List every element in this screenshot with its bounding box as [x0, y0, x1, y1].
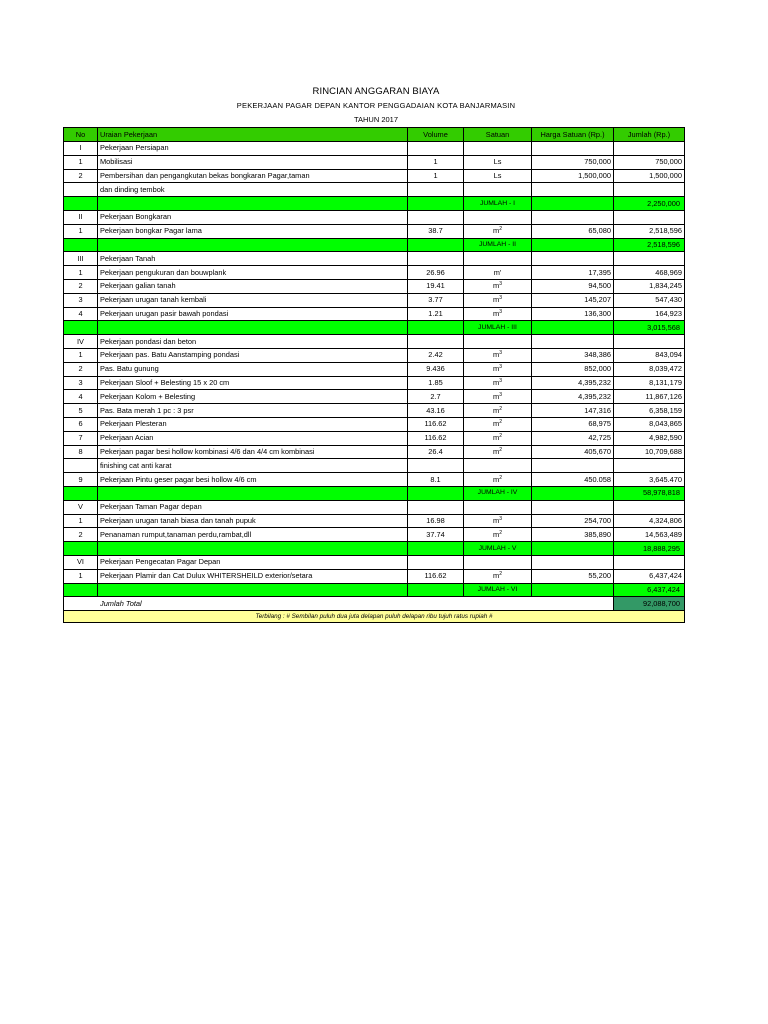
row-no [64, 459, 98, 473]
row-desc [98, 197, 408, 211]
row-total [614, 142, 685, 156]
unit-exponent: 2 [499, 433, 502, 440]
row-no: 4 [64, 390, 98, 404]
row-volume [408, 197, 464, 211]
row-unit [464, 348, 532, 362]
unit-text: m [493, 419, 500, 429]
row-no: IV [64, 335, 98, 349]
row-unit [464, 169, 532, 183]
row-total: 8,039,472 [614, 362, 685, 376]
unit-exponent: 3 [499, 377, 502, 384]
row-desc [98, 486, 408, 500]
unit-exponent: 3 [499, 391, 502, 398]
subtotal-label: JUMLAH - V [464, 542, 532, 556]
table-row [64, 279, 685, 293]
table-row [64, 390, 685, 404]
unit-text: m [493, 377, 500, 387]
row-desc: Pekerjaan galian tanah [98, 279, 408, 293]
row-volume: 2.7 [408, 390, 464, 404]
table-row [64, 473, 685, 487]
row-total [614, 210, 685, 224]
unit-text: m [493, 281, 500, 291]
row-unit [464, 362, 532, 376]
row-volume: 9.436 [408, 362, 464, 376]
row-no: 9 [64, 473, 98, 487]
row-volume: 38.7 [408, 224, 464, 238]
row-desc: Pekerjaan Plesteran [98, 417, 408, 431]
unit-exponent: 2 [499, 446, 502, 453]
row-desc: Pekerjaan Acian [98, 431, 408, 445]
row-unit [464, 459, 532, 473]
row-price: 4,395,232 [532, 376, 614, 390]
row-price [532, 335, 614, 349]
row-total: 10,709,688 [614, 445, 685, 459]
row-desc: Pekerjaan urugan tanah kembali [98, 293, 408, 307]
row-volume: 1 [408, 169, 464, 183]
row-no [64, 542, 98, 556]
row-no: 1 [64, 266, 98, 280]
row-desc: Pekerjaan pengukuran dan bouwplank [98, 266, 408, 280]
row-no: 2 [64, 279, 98, 293]
row-price: 254,700 [532, 514, 614, 528]
row-price [532, 252, 614, 266]
row-desc [98, 583, 408, 597]
table-row [64, 445, 685, 459]
row-volume: 37.74 [408, 528, 464, 542]
row-total: 2,518,596 [614, 224, 685, 238]
unit-text: m [493, 350, 500, 360]
table-row [64, 431, 685, 445]
row-price [532, 583, 614, 597]
row-total: 6,358,159 [614, 404, 685, 418]
continuation-row [64, 459, 685, 473]
row-volume: 1 [408, 155, 464, 169]
row-unit [464, 500, 532, 514]
section-row [64, 252, 685, 266]
unit-text: m [493, 446, 500, 456]
grand-total-row [64, 597, 685, 611]
row-volume: 116.62 [408, 569, 464, 583]
row-volume: 43.16 [408, 404, 464, 418]
section-row [64, 500, 685, 514]
table-row [64, 528, 685, 542]
row-unit [464, 528, 532, 542]
subtotal-label: JUMLAH - I [464, 197, 532, 211]
report-year: TAHUN 2017 [353, 115, 399, 124]
subtotal-value: 2,250,000 [614, 197, 685, 211]
unit-text: m [493, 474, 500, 484]
table-row [64, 348, 685, 362]
row-desc: Pekerjaan Tanah [98, 252, 408, 266]
row-no: 1 [64, 155, 98, 169]
row-no: 1 [64, 514, 98, 528]
unit-exponent: 3 [499, 350, 502, 357]
row-unit [464, 155, 532, 169]
table-row [64, 376, 685, 390]
row-volume [408, 335, 464, 349]
unit-exponent: 2 [499, 405, 502, 412]
subtotal-value: 18,888,295 [614, 542, 685, 556]
row-price: 385,890 [532, 528, 614, 542]
row-no: III [64, 252, 98, 266]
section-row [64, 335, 685, 349]
row-price: 450.058 [532, 473, 614, 487]
row-volume [408, 238, 464, 252]
section-row [64, 210, 685, 224]
row-price: 55,200 [532, 569, 614, 583]
row-desc: finishing cat anti karat [98, 459, 408, 473]
row-desc: Pas. Bata merah 1 pc : 3 psr [98, 404, 408, 418]
row-price [532, 238, 614, 252]
unit-exponent: 3 [499, 364, 502, 371]
unit-exponent: 3 [499, 308, 502, 315]
row-desc: Pekerjaan urugan pasir bawah pondasi [98, 307, 408, 321]
row-no: VI [64, 555, 98, 569]
row-volume: 116.62 [408, 417, 464, 431]
row-total: 1,834,245 [614, 279, 685, 293]
unit-exponent: 2 [499, 571, 502, 578]
row-unit [464, 307, 532, 321]
row-total: 843,094 [614, 348, 685, 362]
row-unit [464, 252, 532, 266]
row-unit [464, 473, 532, 487]
row-price: 65,080 [532, 224, 614, 238]
subtotal-value: 6,437,424 [614, 583, 685, 597]
row-total: 468,969 [614, 266, 685, 280]
unit-text: m [493, 364, 500, 374]
row-total: 1,500,000 [614, 169, 685, 183]
row-volume [408, 583, 464, 597]
row-volume: 3.77 [408, 293, 464, 307]
row-total: 14,563,489 [614, 528, 685, 542]
row-price [532, 142, 614, 156]
row-no: 1 [64, 224, 98, 238]
row-no: 3 [64, 376, 98, 390]
row-total [614, 459, 685, 473]
table-row [64, 293, 685, 307]
unit-exponent: 3 [499, 295, 502, 302]
row-price: 145,207 [532, 293, 614, 307]
header-volume: Volume [408, 128, 464, 142]
row-volume [408, 142, 464, 156]
row-price [532, 210, 614, 224]
row-total: 4,324,806 [614, 514, 685, 528]
row-price: 17,395 [532, 266, 614, 280]
row-desc [98, 542, 408, 556]
row-volume: 16.98 [408, 514, 464, 528]
row-desc: dan dinding tembok [98, 183, 408, 197]
header-uraian: Uraian Pekerjaan [98, 128, 408, 142]
terbilang-text: Terbilang : # Sembilan puluh dua juta delapan puluh delapan ribu tujuh ratus rupiah # [64, 611, 685, 623]
subtotal-row [64, 583, 685, 597]
row-unit [464, 210, 532, 224]
subtotal-row [64, 321, 685, 335]
unit-text: Ls [493, 157, 502, 167]
row-total: 11,867,126 [614, 390, 685, 404]
report-title: RINCIAN ANGGARAN BIAYA [312, 86, 440, 97]
subtotal-value: 3,015,568 [614, 321, 685, 335]
row-unit [464, 569, 532, 583]
row-desc: Pekerjaan urugan tanah biasa dan tanah pupuk [98, 514, 408, 528]
row-price: 42,725 [532, 431, 614, 445]
row-price: 750,000 [532, 155, 614, 169]
subtotal-label: JUMLAH - III [464, 321, 532, 335]
table-header-row [64, 128, 685, 142]
row-volume: 1.21 [408, 307, 464, 321]
row-price [532, 486, 614, 500]
row-unit [464, 404, 532, 418]
report-subtitle: PEKERJAAN PAGAR DEPAN KANTOR PENGGADAIAN KOTA BANJARMASIN [236, 101, 516, 110]
row-volume [408, 183, 464, 197]
unit-text: m [493, 433, 500, 443]
unit-text: m [493, 295, 500, 305]
row-price [532, 542, 614, 556]
row-no: 4 [64, 307, 98, 321]
row-unit [464, 390, 532, 404]
row-unit [464, 142, 532, 156]
row-price [532, 183, 614, 197]
unit-text: m [493, 571, 500, 581]
subtotal-label: JUMLAH - II [464, 238, 532, 252]
row-price [532, 500, 614, 514]
row-price [532, 197, 614, 211]
unit-exponent: 2 [499, 419, 502, 426]
row-price: 4,395,232 [532, 390, 614, 404]
row-desc [98, 238, 408, 252]
row-desc: Pekerjaan pondasi dan beton [98, 335, 408, 349]
unit-text: m [493, 405, 500, 415]
table-row [64, 362, 685, 376]
report-titles [0, 84, 768, 126]
row-desc: Pekerjaan bongkar Pagar lama [98, 224, 408, 238]
row-unit [464, 376, 532, 390]
row-volume: 1.85 [408, 376, 464, 390]
unit-text: m [493, 308, 500, 318]
header-harga: Harga Satuan (Rp.) [532, 128, 614, 142]
section-row [64, 555, 685, 569]
row-total [614, 335, 685, 349]
row-volume [408, 486, 464, 500]
row-no: II [64, 210, 98, 224]
row-no [64, 197, 98, 211]
row-no: 2 [64, 362, 98, 376]
row-price: 68,975 [532, 417, 614, 431]
row-volume: 26.96 [408, 266, 464, 280]
row-total [614, 555, 685, 569]
row-no [64, 583, 98, 597]
row-volume: 26.4 [408, 445, 464, 459]
row-unit [464, 555, 532, 569]
table-row [64, 404, 685, 418]
row-desc: Pekerjaan Persiapan [98, 142, 408, 156]
row-no [64, 238, 98, 252]
row-no: 2 [64, 169, 98, 183]
table-row [64, 224, 685, 238]
unit-text: m [493, 391, 500, 401]
row-total: 164,923 [614, 307, 685, 321]
unit-exponent: 3 [499, 515, 502, 522]
continuation-row [64, 183, 685, 197]
row-no: 6 [64, 417, 98, 431]
unit-exponent: 3 [499, 281, 502, 288]
row-price [532, 459, 614, 473]
row-unit [464, 279, 532, 293]
row-desc: Mobilisasi [98, 155, 408, 169]
row-desc: Pekerjaan pagar besi hollow kombinasi 4/6 dan 4/4 cm kombinasi [98, 445, 408, 459]
row-no: V [64, 500, 98, 514]
row-volume [408, 459, 464, 473]
row-price: 852,000 [532, 362, 614, 376]
row-volume [408, 252, 464, 266]
row-desc: Pas. Batu gunung [98, 362, 408, 376]
terbilang-row [64, 611, 685, 623]
table-row [64, 266, 685, 280]
row-no [64, 486, 98, 500]
row-unit [464, 224, 532, 238]
table-row [64, 307, 685, 321]
row-no [64, 321, 98, 335]
row-price: 405,670 [532, 445, 614, 459]
row-price: 348,386 [532, 348, 614, 362]
header-jumlah: Jumlah (Rp.) [614, 128, 685, 142]
subtotal-row [64, 197, 685, 211]
subtotal-row [64, 238, 685, 252]
row-volume [408, 500, 464, 514]
row-desc: Pekerjaan Pengecatan Pagar Depan [98, 555, 408, 569]
table-row [64, 169, 685, 183]
row-desc: Pekerjaan Sloof + Belesting 15 x 20 cm [98, 376, 408, 390]
row-desc: Pekerjaan Taman Pagar depan [98, 500, 408, 514]
row-total: 4,982,590 [614, 431, 685, 445]
row-total [614, 183, 685, 197]
table-row [64, 514, 685, 528]
row-unit [464, 431, 532, 445]
row-volume: 8.1 [408, 473, 464, 487]
row-total: 547,430 [614, 293, 685, 307]
unit-text: m' [493, 267, 502, 277]
row-desc: Pembersihan dan pengangkutan bekas bongkaran Pagar,taman [98, 169, 408, 183]
row-total: 750,000 [614, 155, 685, 169]
subtotal-value: 58,978,818 [614, 486, 685, 500]
grand-total-label: Jumlah Total [64, 597, 614, 611]
row-volume [408, 210, 464, 224]
row-price: 147,316 [532, 404, 614, 418]
subtotal-value: 2,518,596 [614, 238, 685, 252]
unit-text: m [493, 515, 500, 525]
row-unit [464, 514, 532, 528]
unit-text: m [493, 226, 500, 236]
unit-exponent: 2 [499, 474, 502, 481]
row-volume [408, 555, 464, 569]
row-unit [464, 183, 532, 197]
unit-text: Ls [493, 170, 502, 180]
row-unit [464, 293, 532, 307]
row-desc: Pekerjaan Bongkaran [98, 210, 408, 224]
row-desc: Penanaman rumput,tanaman perdu,rambat,dll [98, 528, 408, 542]
unit-text: m [493, 529, 500, 539]
row-price: 1,500,000 [532, 169, 614, 183]
row-unit [464, 266, 532, 280]
row-no: 8 [64, 445, 98, 459]
row-volume [408, 542, 464, 556]
budget-table-body [64, 128, 685, 623]
row-price: 136,300 [532, 307, 614, 321]
row-no [64, 183, 98, 197]
row-total: 8,131,179 [614, 376, 685, 390]
row-desc: Pekerjaan Pintu geser pagar besi hollow 4/6 cm [98, 473, 408, 487]
row-volume [408, 321, 464, 335]
row-total: 6,437,424 [614, 569, 685, 583]
row-total [614, 252, 685, 266]
unit-exponent: 2 [499, 529, 502, 536]
row-volume: 19.41 [408, 279, 464, 293]
row-volume: 2.42 [408, 348, 464, 362]
row-total [614, 500, 685, 514]
row-no: I [64, 142, 98, 156]
table-row [64, 155, 685, 169]
row-no: 2 [64, 528, 98, 542]
section-row [64, 142, 685, 156]
unit-exponent: 2 [499, 226, 502, 233]
row-unit [464, 445, 532, 459]
row-no: 1 [64, 569, 98, 583]
table-row [64, 417, 685, 431]
budget-table [63, 127, 685, 623]
row-no: 3 [64, 293, 98, 307]
row-no: 1 [64, 348, 98, 362]
row-desc: Pekerjaan pas. Batu Aanstamping pondasi [98, 348, 408, 362]
row-price: 94,500 [532, 279, 614, 293]
header-satuan: Satuan [464, 128, 532, 142]
table-row [64, 569, 685, 583]
header-no: No [64, 128, 98, 142]
row-desc [98, 321, 408, 335]
row-no: 7 [64, 431, 98, 445]
row-desc: Pekerjaan Plamir dan Cat Dulux WHITERSHEILD exterior/setara [98, 569, 408, 583]
grand-total-value: 92,088,700 [614, 597, 685, 611]
subtotal-row [64, 542, 685, 556]
row-total: 3,645.470 [614, 473, 685, 487]
row-total: 8,043,865 [614, 417, 685, 431]
row-unit [464, 417, 532, 431]
row-desc: Pekerjaan Kolom + Belesting [98, 390, 408, 404]
subtotal-row [64, 486, 685, 500]
row-volume: 116.62 [408, 431, 464, 445]
subtotal-label: JUMLAH - IV [464, 486, 532, 500]
row-no: 5 [64, 404, 98, 418]
row-unit [464, 335, 532, 349]
subtotal-label: JUMLAH - VI [464, 583, 532, 597]
row-price [532, 555, 614, 569]
row-price [532, 321, 614, 335]
